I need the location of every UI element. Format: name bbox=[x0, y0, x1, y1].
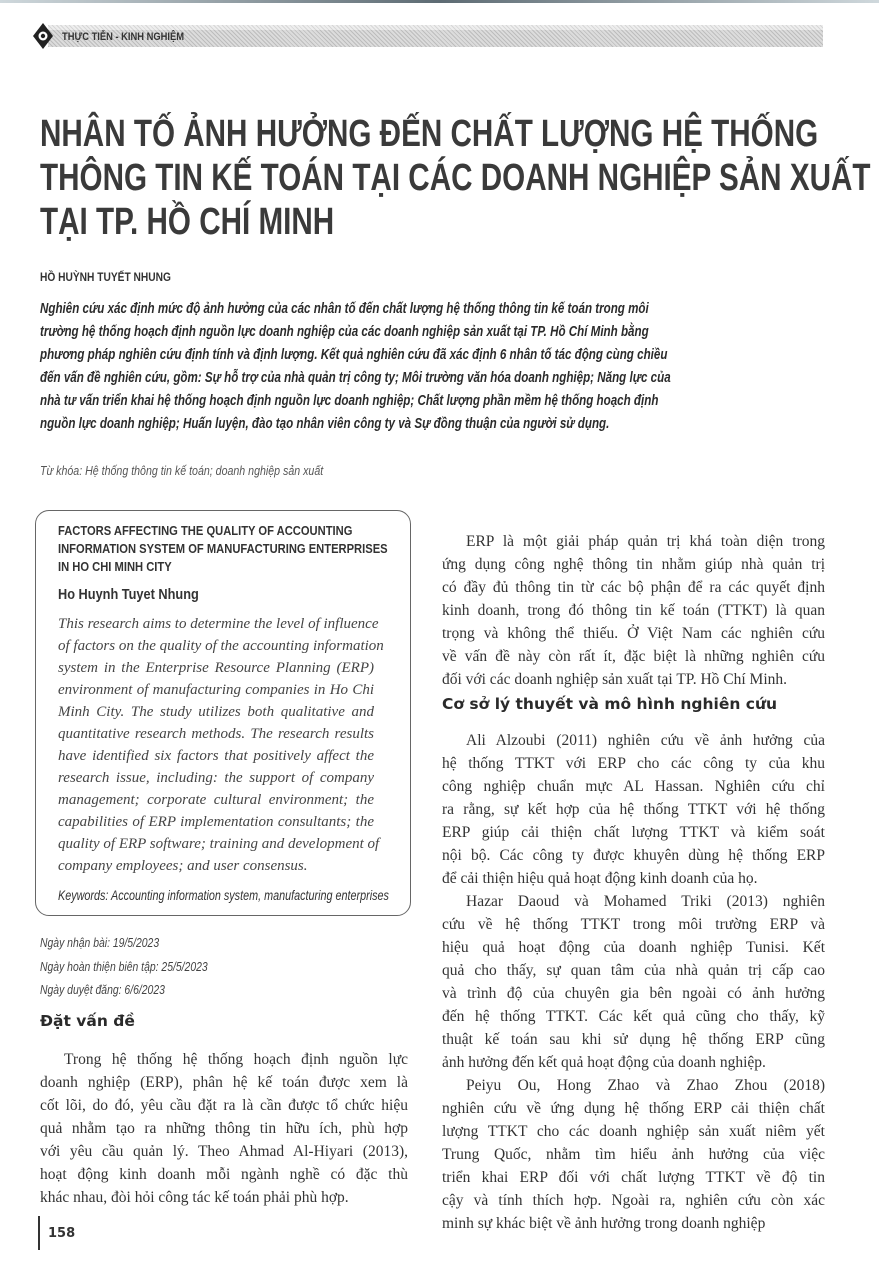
text-line: đến hệ thống TTKT. Các kết quả cũng cho thấy, kỹ bbox=[442, 1008, 825, 1025]
section-heading-dat-van-de: Đặt vấn đề bbox=[40, 1012, 135, 1030]
text-line: để cải thiện hiệu quả hoạt động kinh doanh của họ. bbox=[442, 870, 758, 887]
text-line: cốt lõi, do đó, yêu cầu đặt ra là cần được tổ chức hiệu bbox=[40, 1097, 408, 1114]
text-line: về vấn đề này còn rất ít, đặc biệt là những nghiên cứu bbox=[442, 648, 825, 665]
top-rule bbox=[0, 0, 879, 3]
english-title-line: INFORMATION SYSTEM OF MANUFACTURING ENTERPRISES bbox=[58, 541, 388, 556]
text-line: đến vấn đề nghiên cứu, gồm: Sự hỗ trợ của nhà quản trị công ty; Môi trường văn hóa doanh nghiệp; Năng lực của bbox=[40, 370, 671, 386]
date-approved: Ngày duyệt đăng: 6/6/2023 bbox=[40, 982, 165, 997]
text-line: kinh doanh, trong đó thông tin kế toán (TTKT) là quan bbox=[442, 602, 825, 619]
text-line: system in the Enterprise Resource Planning (ERP) bbox=[58, 660, 374, 676]
paragraph bbox=[442, 1074, 825, 1235]
text-line: Minh City. The study utilizes both qualitative and bbox=[58, 704, 374, 720]
date-edited: Ngày hoàn thiện biên tập: 25/5/2023 bbox=[40, 958, 208, 974]
text-line: nội bộ. Các công ty được khuyên dùng hệ thống ERP bbox=[442, 847, 825, 864]
text-line: quality of ERP software; training and development of bbox=[58, 836, 380, 852]
text-line: hiệu quả hoạt động của doanh nghiệp Tunisi. Kết bbox=[442, 939, 825, 956]
text-line: Trong hệ thống hệ thống hoạch định nguồn lực bbox=[64, 1051, 408, 1068]
text-line: và trình độ của chuyên gia bên ngoài có ảnh hưởng bbox=[442, 985, 825, 1002]
keywords-vi: Từ khóa: Hệ thống thông tin kế toán; doanh nghiệp sản xuất bbox=[40, 464, 324, 478]
text-line: doanh nghiệp (ERP), phân hệ kế toán được xem là bbox=[40, 1074, 408, 1091]
page-number-rule bbox=[38, 1216, 40, 1250]
english-abstract bbox=[58, 613, 384, 877]
text-line: have identified six factors that positively affect the bbox=[58, 748, 374, 764]
text-line: thuật kế toán sau khi sử dụng hệ thống ERP cũng bbox=[442, 1031, 825, 1048]
text-line: research issue, including: the support of company bbox=[58, 770, 374, 786]
text-line: lượng TTKT cho các doanh nghiệp sản xuất niêm yết bbox=[442, 1123, 825, 1140]
text-line: nguồn lực doanh nghiệp; Huấn luyện, đào tạo nhân viên công ty và Sự đồng thuận của người sử dụng. bbox=[40, 416, 610, 432]
text-line: ERP giúp cải thiện chất lượng TTKT và kiểm soát bbox=[442, 824, 825, 841]
author-name: HỒ HUỲNH TUYẾT NHUNG bbox=[40, 270, 171, 284]
text-line: quả nhằm tạo ra những thông tin hữu ích, phù hợp bbox=[40, 1120, 408, 1137]
text-line: hệ thống TTKT với ERP cho các công ty của khu bbox=[442, 755, 825, 772]
text-line: quả cho thấy, sự quan tâm của nhà quản trị cấp cao bbox=[442, 962, 825, 979]
title-line: TẠI TP. HỒ CHÍ MINH bbox=[40, 201, 335, 243]
text-line: có đầy đủ thông tin từ các bộ phận để ra các quyết định bbox=[442, 579, 825, 596]
text-line: nhà tư vấn triển khai hệ thống hoạch định nguồn lực doanh nghiệp; Chất lượng phần mềm hệ thống hoạch định bbox=[40, 393, 659, 409]
text-line: ứng dụng công nghệ thông tin nhằm giúp nhà quản trị bbox=[442, 556, 825, 573]
text-line: cậy và tính thích hợp. Ngoài ra, nghiên cứu còn xác bbox=[442, 1192, 825, 1209]
text-line: công nghiệp chuẩn mực AL Hassan. Nghiên cứu chỉ bbox=[442, 778, 825, 795]
abstract-vi bbox=[40, 298, 671, 436]
text-line: đối với các doanh nghiệp sản xuất tại TP. Hồ Chí Minh. bbox=[442, 671, 787, 688]
paragraph bbox=[442, 729, 825, 890]
text-line: ảnh hưởng đến kết quả hoạt động của doanh nghiệp. bbox=[442, 1054, 766, 1071]
text-line: Hazar Daoud và Mohamed Triki (2013) nghiên bbox=[466, 893, 825, 910]
text-line: minh sự khác biệt về ảnh hưởng trong doanh nghiệp bbox=[442, 1215, 766, 1232]
paragraph bbox=[40, 1048, 408, 1209]
article-title bbox=[40, 112, 871, 244]
text-line: triển khai ERP đối với chất lượng TTKT về độ tin bbox=[442, 1169, 825, 1186]
title-line: THÔNG TIN KẾ TOÁN TẠI CÁC DOANH NGHIỆP SẢN XUẤT bbox=[40, 157, 871, 199]
text-line: company employees; and user consensus. bbox=[58, 858, 308, 874]
title-line: NHÂN TỐ ẢNH HƯỞNG ĐẾN CHẤT LƯỢNG HỆ THỐNG bbox=[40, 113, 819, 155]
text-line: environment of manufacturing companies in Ho Chi bbox=[58, 682, 374, 698]
text-line: Peiyu Ou, Hong Zhao và Zhao Zhou (2018) bbox=[466, 1077, 825, 1094]
text-line: management; corporate cultural environment; the bbox=[58, 792, 374, 808]
paragraph bbox=[442, 890, 825, 1074]
text-line: Nghiên cứu xác định mức độ ảnh hưởng của các nhân tố đến chất lượng hệ thống thông tin kế toán trong môi bbox=[40, 301, 649, 317]
text-line: quantitative research methods. The research results bbox=[58, 726, 374, 742]
text-line: Ali Alzoubi (2011) nghiên cứu về ảnh hưởng của bbox=[466, 732, 825, 749]
paragraph bbox=[442, 530, 825, 691]
section-label: THỰC TIỄN - KINH NGHIỆM bbox=[62, 31, 185, 43]
article-dates bbox=[40, 931, 208, 1002]
text-line: ra rằng, sự kết hợp của hệ thống TTKT với hệ thống bbox=[442, 801, 825, 818]
compass-diamond-icon bbox=[33, 23, 53, 49]
text-line: capabilities of ERP implementation consultants; the bbox=[58, 814, 374, 830]
text-line: hoạt động kinh doanh mỗi ngành nghề có đặc thù bbox=[40, 1166, 408, 1183]
text-line: cứu về hệ thống TTKT trong môi trường ERP và bbox=[442, 916, 825, 933]
section-heading-theory: Cơ sở lý thuyết và mô hình nghiên cứu bbox=[442, 695, 778, 713]
english-title-line: FACTORS AFFECTING THE QUALITY OF ACCOUNTING bbox=[58, 523, 353, 538]
text-line: Trung Quốc, nhằm tìm hiểu ảnh hưởng của việc bbox=[442, 1146, 825, 1163]
text-line: khác nhau, đòi hỏi công tác kế toán phải phù hợp. bbox=[40, 1189, 349, 1206]
english-title bbox=[58, 522, 388, 576]
text-line: ERP là một giải pháp quản trị khá toàn diện trong bbox=[466, 533, 825, 550]
left-column-body bbox=[40, 1048, 408, 1209]
english-title-line: IN HO CHI MINH CITY bbox=[58, 559, 172, 574]
right-column-intro bbox=[442, 530, 825, 691]
text-line: phương pháp nghiên cứu định tính và định lượng. Kết quả nghiên cứu đã xác định 6 nhân tố tác động cùng chiều bbox=[40, 347, 668, 363]
text-line: trọng và không thể thiếu. Ở Việt Nam các nghiên cứu bbox=[442, 625, 825, 642]
right-column-body bbox=[442, 729, 825, 1235]
date-received: Ngày nhận bài: 19/5/2023 bbox=[40, 935, 160, 950]
text-line: với yêu cầu quản lý. Theo Ahmad Al-Hiyari (2013), bbox=[40, 1143, 408, 1160]
text-line: This research aims to determine the level of influence bbox=[58, 616, 379, 632]
text-line: nghiên cứu về ứng dụng hệ thống ERP cải thiện chất bbox=[442, 1100, 825, 1117]
page-number: 158 bbox=[48, 1226, 76, 1241]
english-keywords: Keywords: Accounting information system, manufacturing enterprises bbox=[58, 888, 389, 903]
english-author: Ho Huynh Tuyet Nhung bbox=[58, 587, 199, 603]
text-line: of factors on the quality of the accounting information bbox=[58, 638, 384, 654]
text-line: trường hệ thống hoạch định nguồn lực doanh nghiệp của các doanh nghiệp sản xuất tại TP. Hồ Chí Minh bằng bbox=[40, 324, 649, 340]
